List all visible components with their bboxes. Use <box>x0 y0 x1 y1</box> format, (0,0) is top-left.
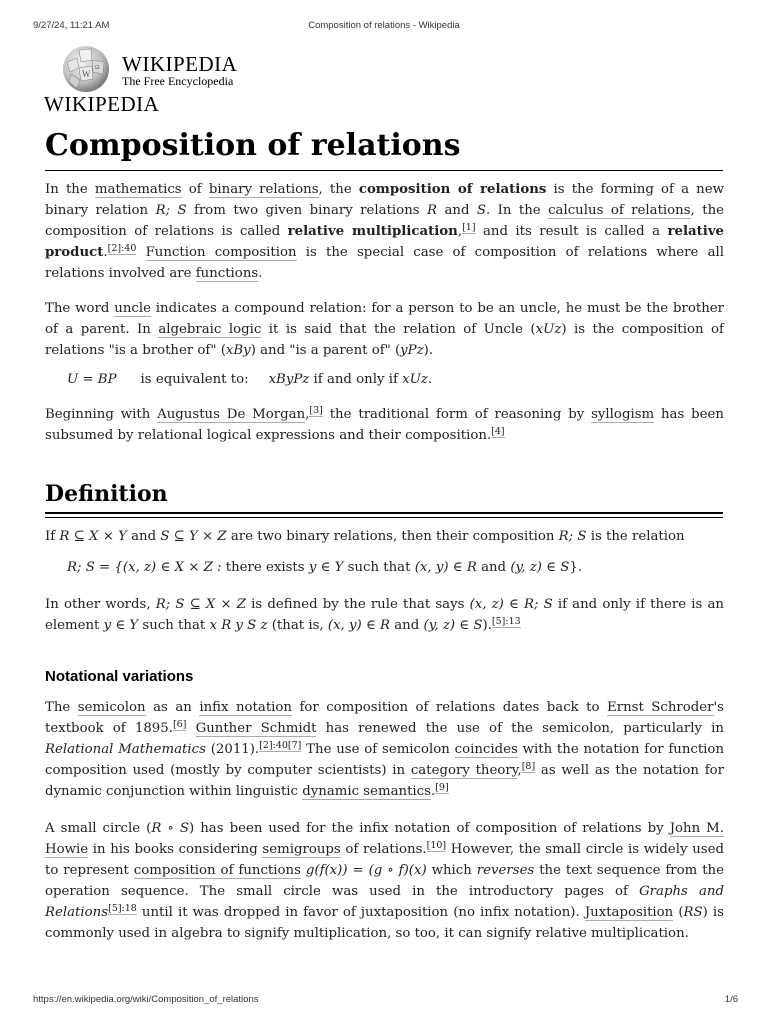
link-calculus-of-relations[interactable]: calculus of relations <box>548 203 691 218</box>
ref-5[interactable]: [5]:13 <box>491 615 521 627</box>
ref-2[interactable]: [2]:40 <box>107 242 137 254</box>
link-coincides[interactable]: coincides <box>454 742 518 757</box>
definition-equation: R; S = {(x, z) ∈ X × Z : there exists y ∈ Y such that (x, y) ∈ R and (y, z) ∈ S}. <box>67 560 582 575</box>
ref-3[interactable]: [3] <box>309 404 323 416</box>
link-infix-notation[interactable]: infix notation <box>199 700 292 715</box>
wikipedia-wordmark-secondary[interactable]: WIKIPEDIA <box>44 92 160 116</box>
definition-other-words-paragraph: In other words, R; S ⊆ X × Z is defined by the rule that says (x, z) ∈ R; S if and only if there is an element y ∈ Y such that x R y S z (that is, (x, y) ∈ R and (y, z) ∈ S).$^{[5]:13}$ <box>45 597 724 633</box>
link-uncle[interactable]: uncle <box>114 301 151 316</box>
ref-2b[interactable]: [2]:40 <box>259 739 288 751</box>
link-ernst-schroder[interactable]: Ernst Schroder <box>607 700 714 715</box>
definition-divider <box>45 512 723 514</box>
print-page-title: Composition of relations - Wikipedia <box>308 20 460 31</box>
definition-paragraph: If R ⊆ X × Y and S ⊆ Y × Z are two binary relations, then their composition R; S is the relation <box>45 529 685 544</box>
link-juxtaposition[interactable]: Juxtaposition <box>584 905 674 920</box>
section-heading-definition: Definition <box>45 481 168 507</box>
notation-small-circle-paragraph: A small circle (R ∘ S) has been used for the infix notation of composition of relations by John M. Howie in his books considering semigroups of relations.[10] However, the small circle is widely used to represent composition of functions g(f(x)) = (g ∘ f)(x) which reverses the text sequence from the operation sequence. The small circle was used in the introductory pages of Graphs and Relations$^{[5]:18}$ until it was dropped in favor of juxtaposition (no infix notation). Juxtaposition (RS) is commonly used in algebra to signify multiplication, so too, it can signify relative multiplication. <box>45 821 725 941</box>
link-dynamic-semantics[interactable]: dynamic semantics <box>302 784 431 799</box>
link-syllogism[interactable]: syllogism <box>591 407 655 422</box>
intro-paragraph: In the mathematics of binary relations, the composition of relations is the forming of a new binary relation R; S from two given binary relations R and S. In the calculus of relations, the composition of relations is called relative multiplication,[1] and its result is called a relative product.$^{[2]:40}$ Function composition is the special case of composition of relations where all relations involved are functions. <box>45 182 725 281</box>
ref-5b[interactable]: [5]:18 <box>108 902 137 914</box>
notation-semicolon-paragraph: The semicolon as an infix notation for composition of relations dates back to Ernst Schroder's textbook of 1895.[6] Gunther Schmidt has renewed the use of the semicolon, particularly in Relational Mathematics (2011).[2]:40[7] The use of semicolon coincides with the notation for function composition used (mostly by computer scientists) in category theory,[8] as well as the notation for dynamic conjunction within linguistic dynamic semantics.[9] <box>45 700 725 799</box>
page-title: Composition of relations <box>45 128 461 163</box>
link-gunther-schmidt[interactable]: Gunther Schmidt <box>195 721 317 736</box>
wikipedia-wordmark[interactable]: WIKIPEDIA <box>122 52 238 76</box>
ref-10[interactable]: [10] <box>426 839 447 851</box>
wikipedia-globe-icon[interactable] <box>61 44 111 94</box>
definition-divider-thin <box>45 517 723 518</box>
title-divider <box>45 170 723 171</box>
wikipedia-tagline: The Free Encyclopedia <box>122 74 234 88</box>
link-algebraic-logic[interactable]: algebraic logic <box>158 322 262 337</box>
ref-1[interactable]: [1] <box>462 221 476 233</box>
print-url[interactable]: https://en.wikipedia.org/wiki/Composition_of_relations <box>33 994 259 1005</box>
link-binary-relations[interactable]: binary relations <box>208 182 319 197</box>
svg-text:W: W <box>82 69 91 79</box>
uncle-equation: U = BP is equivalent to: xByPz if and only if xUz. <box>67 372 433 387</box>
print-page-number: 1/6 <box>724 994 738 1005</box>
link-john-howie[interactable]: John M. Howie <box>45 821 725 857</box>
ref-4[interactable]: [4] <box>491 425 505 437</box>
ref-7[interactable]: [7] <box>287 739 302 751</box>
ref-8[interactable]: [8] <box>521 760 536 772</box>
ref-6[interactable]: [6] <box>172 718 187 730</box>
demorgan-paragraph: Beginning with Augustus De Morgan,[3] the traditional form of reasoning by syllogism has been subsumed by relational logical expressions and their composition.[4] <box>45 404 724 443</box>
link-functions[interactable]: functions <box>195 266 259 281</box>
link-semigroups[interactable]: semigroups <box>262 842 341 857</box>
print-datetime: 9/27/24, 11:21 AM <box>33 20 110 31</box>
link-category-theory[interactable]: category theory <box>410 763 518 778</box>
link-function-composition[interactable]: Function composition <box>145 245 297 260</box>
ref-9[interactable]: [9] <box>435 781 449 793</box>
uncle-paragraph: The word uncle indicates a compound relation: for a person to be an uncle, he must be the brother of a parent. In algebraic logic it is said that the relation of Uncle (xUz) is the composition of relations "is a brother of" (xBy) and "is a parent of" (yPz). <box>45 301 724 358</box>
subsection-heading-notational-variations: Notational variations <box>45 668 194 685</box>
link-semicolon[interactable]: semicolon <box>77 700 146 715</box>
svg-text:Ω: Ω <box>95 65 100 71</box>
link-augustus-de-morgan[interactable]: Augustus De Morgan <box>157 407 306 422</box>
link-mathematics[interactable]: mathematics <box>94 182 182 197</box>
link-composition-of-functions[interactable]: composition of functions <box>133 863 301 878</box>
